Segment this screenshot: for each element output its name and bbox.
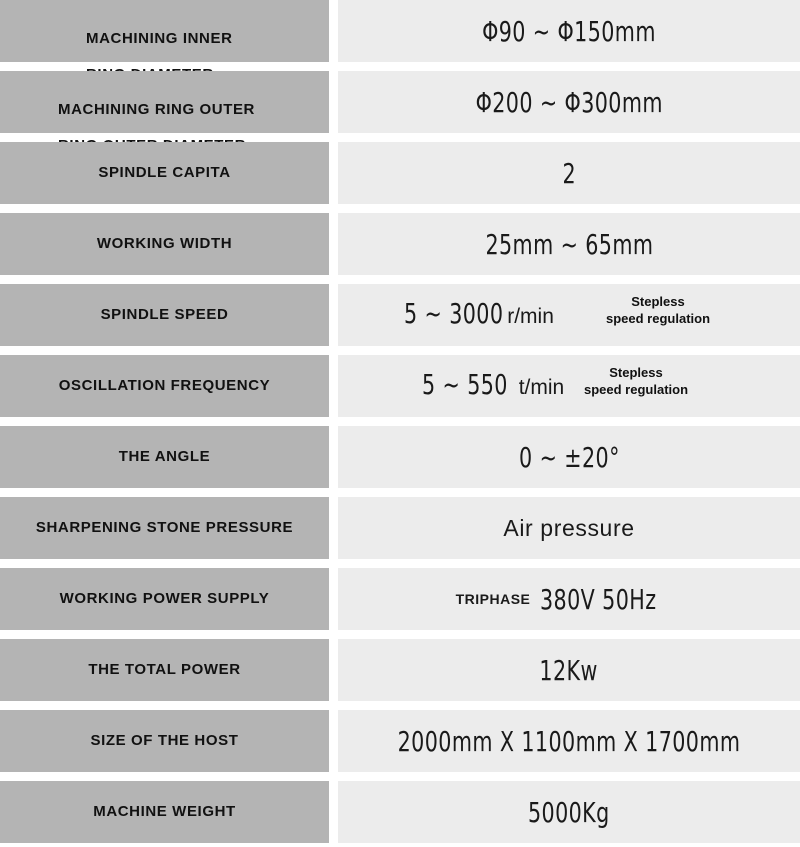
spec-note-line: Stepless [609,365,663,380]
spec-label-line: MACHINING RING OUTER [58,101,255,118]
spec-value-text: 2000mm X 1100mm X 1700mm [397,724,741,758]
spec-label: SPINDLE CAPITA [0,142,329,204]
spec-value [338,284,800,346]
spec-value-text: Air pressure [503,514,635,541]
spec-value-text: 25mm ~ 65mm [485,227,653,261]
spec-label [0,0,329,62]
spec-label: SIZE OF THE HOST [0,710,329,772]
spec-label: MACHINE WEIGHT [0,781,329,843]
spec-label: THE ANGLE [0,426,329,488]
spec-row-stone-pressure [0,497,800,559]
spec-value [338,781,800,843]
spec-row-host-size [0,710,800,772]
spec-label [0,71,329,133]
spec-label-line: MACHINING INNER [86,30,233,47]
spec-label: SPINDLE SPEED [0,284,329,346]
spec-label: THE TOTAL POWER [0,639,329,701]
spec-value-prefix: TRIPHASE [455,591,531,607]
spec-value-unit: r/min [507,305,554,328]
spec-note-line: Stepless [631,294,685,309]
spec-row-spindle-speed [0,284,800,346]
spec-value-text: Φ200 ~ Φ300mm [475,85,663,119]
spec-value [338,355,800,417]
spec-value-text: 2 [562,156,576,190]
spec-value-group [404,297,554,330]
spec-value-text: 0 ~ ±20° [518,440,620,474]
spec-row-spindle-capita [0,142,800,204]
spec-row-working-width [0,213,800,275]
spec-row-outer-diameter [0,71,800,133]
spec-value [338,71,800,133]
spec-note-line: speed regulation [584,382,689,397]
spec-row-oscillation-frequency [0,355,800,417]
spec-row-power-supply [0,568,800,630]
spec-value-unit: t/min [518,376,565,399]
spec-value [338,710,800,772]
spec-value-text: 380V 50Hz [540,582,657,616]
spec-value [338,0,800,62]
spec-value [338,568,800,630]
spec-value-text: 5 ~ 550 [422,368,508,401]
spec-value-text: 5 ~ 3000 [404,297,504,330]
spec-value-note [584,364,688,398]
spec-value-text: 12Kw [539,653,599,687]
spec-label: WORKING WIDTH [0,213,329,275]
spec-value-note [606,293,710,327]
spec-row-total-power [0,639,800,701]
spec-label: OSCILLATION FREQUENCY [0,355,329,417]
spec-value [338,497,800,559]
spec-value-text: 5000Kg [528,795,610,829]
spec-value [338,213,800,275]
spec-row-machine-weight [0,781,800,843]
spec-label: WORKING POWER SUPPLY [0,568,329,630]
spec-label: SHARPENING STONE PRESSURE [0,497,329,559]
spec-value [338,426,800,488]
spec-row-angle [0,426,800,488]
spec-value [338,142,800,204]
spec-value [338,639,800,701]
spec-row-inner-diameter [0,0,800,62]
spec-value-text: Φ90 ~ Φ150mm [482,14,656,48]
spec-note-line: speed regulation [606,311,711,326]
spec-value-group [422,368,564,401]
